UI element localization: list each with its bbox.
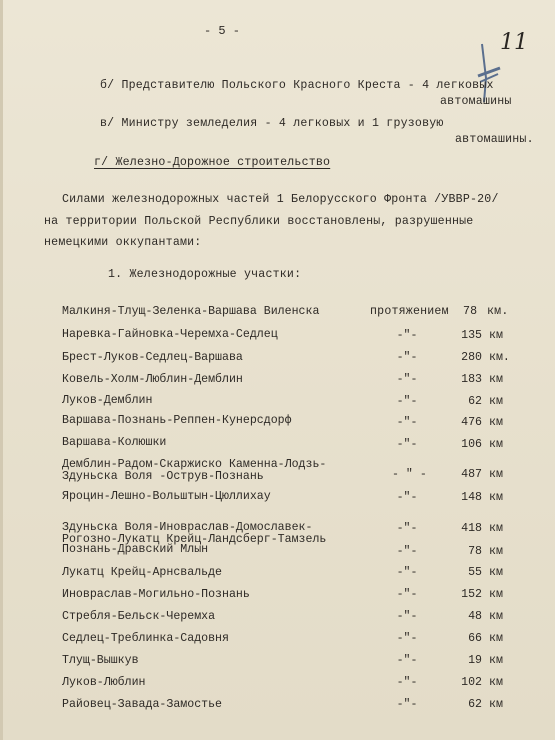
route-name: Луков-Демблин: [62, 394, 153, 407]
route-length: 152: [461, 588, 482, 601]
ditto-mark: - " -: [392, 468, 427, 481]
ditto-mark: -"-: [396, 545, 418, 558]
paragraph-line-1: Силами железнодорожных частей 1 Белорусского Фронта /УВВР-20/: [62, 193, 499, 206]
route-unit: км: [489, 545, 503, 558]
route-name: Варшава-Познань-Реппен-Кунерсдорф: [62, 414, 292, 427]
route-unit: км: [489, 468, 503, 481]
route-unit: км: [489, 588, 503, 601]
route-unit: км: [489, 566, 503, 579]
ditto-mark: -"-: [396, 491, 418, 504]
route-length: 280: [461, 351, 482, 364]
paragraph-line-2: на территории Польской Республики восстановлены, разрушенные: [44, 215, 474, 228]
route-length: 418: [461, 522, 482, 535]
ditto-mark: -"-: [396, 351, 418, 364]
route-unit: км: [489, 395, 503, 408]
route-name: Райовец-Завада-Замостье: [62, 698, 223, 711]
route-length: 66: [468, 632, 482, 645]
route-name: Иновраслав-Могильно-Познань: [62, 588, 250, 601]
route-name: Демблин-Радом-Скаржиско Каменна-Лодзь-: [62, 458, 327, 471]
ditto-mark: -"-: [396, 676, 418, 689]
ditto-mark: -"-: [396, 395, 418, 408]
route-length: 476: [461, 416, 482, 429]
route-length: 106: [461, 438, 482, 451]
route-length: 62: [468, 395, 482, 408]
route-unit: км: [489, 610, 503, 623]
route-name-cont: Рогозно-Лукатц Крейц-Ландсберг-Тамзель: [62, 533, 327, 546]
ditto-mark: -"-: [396, 698, 418, 711]
route-length: 78: [468, 545, 482, 558]
subheading: 1. Железнодорожные участки:: [108, 268, 302, 281]
handwritten-folio-number: 11: [500, 30, 528, 55]
route-length: 62: [468, 698, 482, 711]
route-name: Яроцин-Лешно-Вольштын-Цюллихау: [62, 490, 271, 503]
route-unit: км: [489, 632, 503, 645]
route-name: Познань-Дравский Млын: [62, 543, 209, 556]
route-length: 487: [461, 468, 482, 481]
route-length: 55: [468, 566, 482, 579]
ditto-mark: -"-: [396, 654, 418, 667]
ditto-mark: -"-: [396, 588, 418, 601]
route-unit: км: [489, 676, 503, 689]
route-name: Седлец-Треблинка-Садовня: [62, 632, 229, 645]
route-name: Ковель-Холм-Люблин-Демблин: [62, 373, 243, 386]
list-item-b: б/ Представителю Польского Красного Креста - 4 легковых: [100, 79, 494, 92]
ditto-mark: -"-: [396, 522, 418, 535]
route-unit: км: [489, 416, 503, 429]
route-length: 48: [468, 610, 482, 623]
first-row-route: Малкиня-Тлущ-Зеленка-Варшава Виленска: [62, 305, 320, 318]
ditto-mark: -"-: [396, 632, 418, 645]
list-item-b-cont: автомашины: [440, 95, 512, 108]
ditto-mark: -"-: [396, 566, 418, 579]
page-edge: [0, 0, 3, 740]
list-item-v: в/ Министру земледелия - 4 легковых и 1 грузовую: [100, 117, 444, 130]
route-name: Лукатц Крейц-Арнсвальде: [62, 566, 223, 579]
route-length: 102: [461, 676, 482, 689]
route-length: 19: [468, 654, 482, 667]
ditto-mark: -"-: [396, 416, 418, 429]
route-length: 135: [461, 329, 482, 342]
ditto-mark: -"-: [396, 329, 418, 342]
list-item-v-cont: автомашины.: [455, 133, 534, 146]
paragraph-line-3: немецкими оккупантами:: [44, 236, 202, 249]
route-unit: км: [489, 698, 503, 711]
ditto-mark: -"-: [396, 373, 418, 386]
route-name: Тлущ-Вышкув: [62, 654, 139, 667]
first-row-unit: км.: [487, 305, 509, 318]
route-length: 183: [461, 373, 482, 386]
route-unit: км: [489, 654, 503, 667]
first-row-label: протяжением: [370, 305, 449, 318]
ditto-mark: -"-: [396, 610, 418, 623]
route-unit: км: [489, 373, 503, 386]
route-name: Стребля-Бельск-Черемха: [62, 610, 216, 623]
route-name: Варшава-Колюшки: [62, 436, 167, 449]
ditto-mark: -"-: [396, 438, 418, 451]
route-name: Брест-Луков-Седлец-Варшава: [62, 351, 243, 364]
section-heading: г/ Железно-Дорожное строительство: [94, 156, 331, 169]
route-length: 148: [461, 491, 482, 504]
route-unit: км: [489, 329, 503, 342]
route-unit: км: [489, 438, 503, 451]
route-name-cont: Здуньска Воля -Острув-Познань: [62, 470, 264, 483]
route-name: Луков-Люблин: [62, 676, 146, 689]
route-unit: км: [489, 522, 503, 535]
first-row-value: 78: [463, 305, 478, 318]
route-unit: км: [489, 491, 503, 504]
route-name: Здуньска Воля-Иновраслав-Домославек-: [62, 521, 313, 534]
route-name: Наревка-Гайновка-Черемха-Седлец: [62, 328, 278, 341]
page-number: - 5 -: [204, 24, 241, 38]
route-unit: км.: [489, 351, 510, 364]
